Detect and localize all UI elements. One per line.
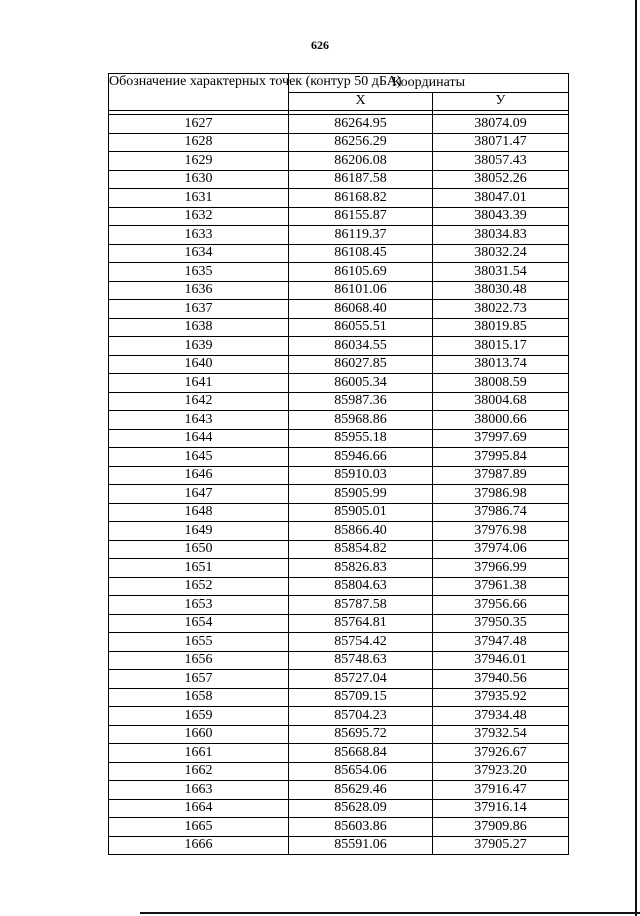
table-row (109, 707, 569, 726)
table-row (109, 725, 569, 744)
y-coordinate-cell: 37961.38 (433, 577, 569, 596)
x-coordinate-cell: 85591.06 (289, 836, 433, 855)
x-coordinate-cell: 85709.15 (289, 688, 433, 707)
point-number-cell: 1634 (109, 244, 289, 263)
table-row (109, 318, 569, 337)
table-row (109, 836, 569, 855)
y-coordinate-cell: 37934.48 (433, 707, 569, 726)
table-row (109, 522, 569, 541)
x-coordinate-cell: 86101.06 (289, 281, 433, 300)
x-coordinate-cell: 85727.04 (289, 670, 433, 689)
point-number-cell: 1637 (109, 300, 289, 319)
x-coordinate-cell: 85764.81 (289, 614, 433, 633)
x-coordinate-cell: 86055.51 (289, 318, 433, 337)
table-row (109, 189, 569, 208)
x-coordinate-cell: 86034.55 (289, 337, 433, 356)
y-coordinate-cell: 37956.66 (433, 596, 569, 615)
table-row (109, 688, 569, 707)
x-coordinate-cell: 86155.87 (289, 207, 433, 226)
x-coordinate-cell: 85748.63 (289, 651, 433, 670)
y-coordinate-cell: 38047.01 (433, 189, 569, 208)
x-coordinate-cell: 85787.58 (289, 596, 433, 615)
x-coordinate-cell: 86119.37 (289, 226, 433, 245)
y-coordinate-cell: 37909.86 (433, 818, 569, 837)
y-coordinate-cell: 37974.06 (433, 540, 569, 559)
y-coordinate-cell: 37916.47 (433, 781, 569, 800)
point-number-cell: 1643 (109, 411, 289, 430)
y-coordinate-cell: 37986.74 (433, 503, 569, 522)
point-label-header: Обозначение характерных точек (контур 50 дБА) (109, 74, 289, 111)
point-number-cell: 1660 (109, 725, 289, 744)
point-number-cell: 1631 (109, 189, 289, 208)
point-number-cell: 1646 (109, 466, 289, 485)
x-coordinate-cell: 85866.40 (289, 522, 433, 541)
table-row (109, 244, 569, 263)
table-row (109, 448, 569, 467)
y-coordinate-cell: 38032.24 (433, 244, 569, 263)
x-coordinate-cell: 86068.40 (289, 300, 433, 319)
y-coordinate-cell: 38030.48 (433, 281, 569, 300)
table-row (109, 300, 569, 319)
point-number-cell: 1654 (109, 614, 289, 633)
x-coordinate-cell: 85804.63 (289, 577, 433, 596)
y-coordinate-cell: 38013.74 (433, 355, 569, 374)
point-number-cell: 1627 (109, 115, 289, 134)
point-number-cell: 1645 (109, 448, 289, 467)
page-number: 626 (311, 38, 329, 52)
table-row (109, 281, 569, 300)
x-coordinate-cell: 85754.42 (289, 633, 433, 652)
point-number-cell: 1662 (109, 762, 289, 781)
table-row (109, 170, 569, 189)
y-coordinate-cell: 37995.84 (433, 448, 569, 467)
y-coordinate-cell: 37932.54 (433, 725, 569, 744)
x-coordinate-cell: 85854.82 (289, 540, 433, 559)
x-coordinate-cell: 85910.03 (289, 466, 433, 485)
x-coordinate-cell: 85826.83 (289, 559, 433, 578)
y-coordinate-cell: 37935.92 (433, 688, 569, 707)
y-coordinate-cell: 38004.68 (433, 392, 569, 411)
point-number-cell: 1665 (109, 818, 289, 837)
table-row (109, 355, 569, 374)
point-number-cell: 1651 (109, 559, 289, 578)
y-coordinate-cell: 38043.39 (433, 207, 569, 226)
table-row (109, 614, 569, 633)
point-number-cell: 1644 (109, 429, 289, 448)
point-number-cell: 1638 (109, 318, 289, 337)
point-number-cell: 1639 (109, 337, 289, 356)
point-number-cell: 1657 (109, 670, 289, 689)
table-row (109, 337, 569, 356)
x-coordinate-cell: 86168.82 (289, 189, 433, 208)
point-number-cell: 1640 (109, 355, 289, 374)
table-row (109, 596, 569, 615)
table-row (109, 466, 569, 485)
y-coordinate-cell: 37926.67 (433, 744, 569, 763)
point-number-cell: 1633 (109, 226, 289, 245)
table-row (109, 577, 569, 596)
table-row (109, 152, 569, 171)
point-number-cell: 1630 (109, 170, 289, 189)
y-coordinate-cell: 38034.83 (433, 226, 569, 245)
table-row (109, 133, 569, 152)
point-number-cell: 1628 (109, 133, 289, 152)
y-coordinate-cell: 37997.69 (433, 429, 569, 448)
point-number-cell: 1642 (109, 392, 289, 411)
point-number-cell: 1632 (109, 207, 289, 226)
y-coordinate-cell: 38074.09 (433, 115, 569, 134)
x-coordinate-cell: 86264.95 (289, 115, 433, 134)
point-number-cell: 1647 (109, 485, 289, 504)
table-row (109, 429, 569, 448)
x-coordinate-cell: 85668.84 (289, 744, 433, 763)
table-row (109, 818, 569, 837)
x-coordinate-cell: 85987.36 (289, 392, 433, 411)
point-number-cell: 1661 (109, 744, 289, 763)
x-coordinate-cell: 85905.01 (289, 503, 433, 522)
point-number-cell: 1636 (109, 281, 289, 300)
y-coordinate-cell: 38057.43 (433, 152, 569, 171)
x-coordinate-cell: 85905.99 (289, 485, 433, 504)
x-coordinate-cell: 85955.18 (289, 429, 433, 448)
x-coordinate-cell: 85695.72 (289, 725, 433, 744)
x-coordinate-cell: 85968.86 (289, 411, 433, 430)
table-row (109, 744, 569, 763)
scan-edge-bottom (140, 912, 640, 914)
x-coordinate-cell: 86108.45 (289, 244, 433, 263)
table-row (109, 207, 569, 226)
point-number-cell: 1655 (109, 633, 289, 652)
y-coordinate-cell: 37986.98 (433, 485, 569, 504)
y-coordinate-cell: 37916.14 (433, 799, 569, 818)
table-header (109, 74, 569, 111)
y-coordinate-cell: 38031.54 (433, 263, 569, 282)
table-row (109, 633, 569, 652)
x-coordinate-cell: 85704.23 (289, 707, 433, 726)
y-coordinate-cell: 38008.59 (433, 374, 569, 393)
y-coordinate-cell: 37923.20 (433, 762, 569, 781)
table-row (109, 392, 569, 411)
x-coordinate-cell: 86027.85 (289, 355, 433, 374)
table-body (109, 111, 569, 855)
y-coordinate-cell: 38019.85 (433, 318, 569, 337)
y-coordinate-cell: 38015.17 (433, 337, 569, 356)
coordinates-table (108, 73, 569, 855)
point-number-cell: 1648 (109, 503, 289, 522)
x-coordinate-cell: 86256.29 (289, 133, 433, 152)
point-number-cell: 1659 (109, 707, 289, 726)
table-row (109, 670, 569, 689)
point-number-cell: 1650 (109, 540, 289, 559)
x-coordinate-cell: 86005.34 (289, 374, 433, 393)
y-column-header: У (433, 92, 569, 111)
x-coordinate-cell: 86105.69 (289, 263, 433, 282)
point-number-cell: 1663 (109, 781, 289, 800)
point-number-cell: 1666 (109, 836, 289, 855)
point-number-cell: 1649 (109, 522, 289, 541)
y-coordinate-cell: 37947.48 (433, 633, 569, 652)
table-row (109, 115, 569, 134)
table-row (109, 559, 569, 578)
x-coordinate-cell: 85946.66 (289, 448, 433, 467)
y-coordinate-cell: 38022.73 (433, 300, 569, 319)
header-row-top (109, 74, 569, 93)
y-coordinate-cell: 38000.66 (433, 411, 569, 430)
y-coordinate-cell: 37946.01 (433, 651, 569, 670)
y-coordinate-cell: 38052.26 (433, 170, 569, 189)
y-coordinate-cell: 37976.98 (433, 522, 569, 541)
point-number-cell: 1652 (109, 577, 289, 596)
x-coordinate-cell: 85654.06 (289, 762, 433, 781)
table-row (109, 485, 569, 504)
y-coordinate-cell: 37966.99 (433, 559, 569, 578)
table-row (109, 651, 569, 670)
table-row (109, 226, 569, 245)
x-coordinate-cell: 85629.46 (289, 781, 433, 800)
y-coordinate-cell: 38071.47 (433, 133, 569, 152)
coordinates-group-header: Координаты (289, 74, 569, 93)
x-coordinate-cell: 85603.86 (289, 818, 433, 837)
table-row (109, 540, 569, 559)
table-row (109, 263, 569, 282)
table-row (109, 799, 569, 818)
table-row (109, 503, 569, 522)
table-row (109, 411, 569, 430)
point-number-cell: 1629 (109, 152, 289, 171)
y-coordinate-cell: 37940.56 (433, 670, 569, 689)
scan-edge-right (635, 0, 637, 916)
point-number-cell: 1641 (109, 374, 289, 393)
point-number-cell: 1656 (109, 651, 289, 670)
y-coordinate-cell: 37905.27 (433, 836, 569, 855)
x-coordinate-cell: 85628.09 (289, 799, 433, 818)
table-row (109, 762, 569, 781)
x-column-header: X (289, 92, 433, 111)
table-row (109, 374, 569, 393)
y-coordinate-cell: 37950.35 (433, 614, 569, 633)
x-coordinate-cell: 86206.08 (289, 152, 433, 171)
x-coordinate-cell: 86187.58 (289, 170, 433, 189)
point-number-cell: 1635 (109, 263, 289, 282)
point-number-cell: 1658 (109, 688, 289, 707)
point-number-cell: 1653 (109, 596, 289, 615)
table-row (109, 781, 569, 800)
y-coordinate-cell: 37987.89 (433, 466, 569, 485)
point-number-cell: 1664 (109, 799, 289, 818)
